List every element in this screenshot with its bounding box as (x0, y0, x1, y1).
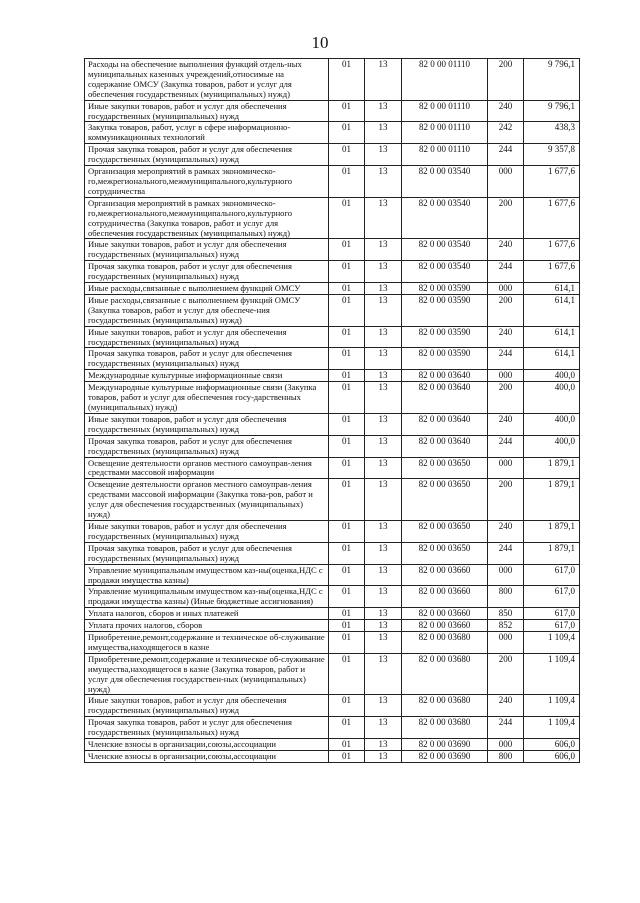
amount-cell: 1 879,1 (524, 479, 580, 521)
section-code-cell: 01 (329, 542, 365, 564)
expense-name-cell: Прочая закупка товаров, работ и услуг для обеспечения государственных (муниципальных) нужд (85, 717, 329, 739)
amount-cell: 1 677,6 (524, 166, 580, 198)
expense-name-cell: Уплата прочих налогов, сборов (85, 620, 329, 632)
section-code-cell: 01 (329, 370, 365, 382)
table-row (85, 620, 580, 632)
expense-name-cell: Международные культурные информационные связи (85, 370, 329, 382)
target-article-cell: 82 0 00 03660 (402, 586, 488, 608)
amount-cell: 614,1 (524, 294, 580, 326)
subsection-code-cell: 13 (365, 283, 402, 295)
amount-cell: 400,0 (524, 413, 580, 435)
expense-name-cell: Иные расходы,связанные с выполнением функций ОМСУ (85, 283, 329, 295)
amount-cell: 1 879,1 (524, 520, 580, 542)
expense-type-cell: 852 (488, 620, 524, 632)
table-row (85, 348, 580, 370)
amount-cell: 1 879,1 (524, 457, 580, 479)
target-article-cell: 82 0 00 03640 (402, 435, 488, 457)
subsection-code-cell: 13 (365, 144, 402, 166)
expense-name-cell: Закупка товаров, работ, услуг в сфере информационно-коммуникационных технологий (85, 122, 329, 144)
subsection-code-cell: 13 (365, 608, 402, 620)
amount-cell: 400,0 (524, 382, 580, 414)
expense-type-cell: 800 (488, 751, 524, 763)
expense-type-cell: 800 (488, 586, 524, 608)
target-article-cell: 82 0 00 03640 (402, 370, 488, 382)
table-row (85, 144, 580, 166)
table-row (85, 608, 580, 620)
expense-type-cell: 244 (488, 435, 524, 457)
table-row (85, 261, 580, 283)
amount-cell: 1 109,4 (524, 695, 580, 717)
amount-cell: 1 677,6 (524, 239, 580, 261)
expense-name-cell: Прочая закупка товаров, работ и услуг для обеспечения государственных (муниципальных) нужд (85, 261, 329, 283)
expense-type-cell: 200 (488, 479, 524, 521)
budget-table-body (85, 59, 580, 763)
section-code-cell: 01 (329, 751, 365, 763)
expense-name-cell: Иные закупки товаров, работ и услуг для обеспечения государственных (муниципальных) нужд (85, 326, 329, 348)
expense-type-cell: 240 (488, 100, 524, 122)
section-code-cell: 01 (329, 653, 365, 695)
section-code-cell: 01 (329, 479, 365, 521)
expense-type-cell: 240 (488, 413, 524, 435)
target-article-cell: 82 0 00 03640 (402, 413, 488, 435)
target-article-cell: 82 0 00 03650 (402, 520, 488, 542)
section-code-cell: 01 (329, 144, 365, 166)
subsection-code-cell: 13 (365, 122, 402, 144)
amount-cell: 9 796,1 (524, 59, 580, 101)
table-row (85, 294, 580, 326)
amount-cell: 606,0 (524, 751, 580, 763)
amount-cell: 438,3 (524, 122, 580, 144)
target-article-cell: 82 0 00 03650 (402, 542, 488, 564)
target-article-cell: 82 0 00 03540 (402, 197, 488, 239)
table-row (85, 370, 580, 382)
section-code-cell: 01 (329, 122, 365, 144)
subsection-code-cell: 13 (365, 294, 402, 326)
subsection-code-cell: 13 (365, 586, 402, 608)
subsection-code-cell: 13 (365, 59, 402, 101)
expense-name-cell: Приобретение,ремонт,содержание и техническое об-служивание имущества,находящегося в казне (85, 632, 329, 654)
expense-name-cell: Членские взносы в организации,союзы,ассоциации (85, 739, 329, 751)
section-code-cell: 01 (329, 564, 365, 586)
table-row (85, 435, 580, 457)
table-row (85, 564, 580, 586)
subsection-code-cell: 13 (365, 717, 402, 739)
expense-name-cell: Расходы на обеспечение выполнения функций отдель-ных муниципальных казенных учреждений,относимые на содержание ОМСУ (Закупка товаров, работ и услуг для обеспечения государственных (муниципальных) нужд) (85, 59, 329, 101)
target-article-cell: 82 0 00 01110 (402, 100, 488, 122)
table-row (85, 59, 580, 101)
table-row (85, 100, 580, 122)
subsection-code-cell: 13 (365, 542, 402, 564)
subsection-code-cell: 13 (365, 520, 402, 542)
table-row (85, 586, 580, 608)
table-row (85, 413, 580, 435)
budget-table (84, 58, 580, 763)
expense-type-cell: 240 (488, 520, 524, 542)
amount-cell: 9 357,8 (524, 144, 580, 166)
target-article-cell: 82 0 00 03540 (402, 239, 488, 261)
section-code-cell: 01 (329, 435, 365, 457)
section-code-cell: 01 (329, 326, 365, 348)
section-code-cell: 01 (329, 457, 365, 479)
expense-type-cell: 000 (488, 457, 524, 479)
amount-cell: 617,0 (524, 564, 580, 586)
subsection-code-cell: 13 (365, 100, 402, 122)
subsection-code-cell: 13 (365, 564, 402, 586)
subsection-code-cell: 13 (365, 653, 402, 695)
subsection-code-cell: 13 (365, 632, 402, 654)
expense-name-cell: Освещение деятельности органов местного самоуправ-ления средствами массовой информации (Закупка това-ров, работ и услуг для обеспечения государственных (муниципальных) нужд) (85, 479, 329, 521)
expense-name-cell: Иные закупки товаров, работ и услуг для обеспечения государственных (муниципальных) нужд (85, 520, 329, 542)
table-row (85, 166, 580, 198)
expense-type-cell: 244 (488, 348, 524, 370)
table-row (85, 751, 580, 763)
subsection-code-cell: 13 (365, 620, 402, 632)
expense-name-cell: Международные культурные информационные связи (Закупка товаров, работ и услуг для обеспечения госу-дарственных (муниципальных) нужд) (85, 382, 329, 414)
page-number: 10 (311, 33, 329, 52)
section-code-cell: 01 (329, 695, 365, 717)
table-row (85, 197, 580, 239)
expense-name-cell: Освещение деятельности органов местного самоуправ-ления средствами массовой информации (85, 457, 329, 479)
expense-name-cell: Членские взносы в организации,союзы,ассоциации (85, 751, 329, 763)
table-row (85, 479, 580, 521)
target-article-cell: 82 0 00 03540 (402, 166, 488, 198)
expense-name-cell: Иные закупки товаров, работ и услуг для обеспечения государственных (муниципальных) нужд (85, 239, 329, 261)
table-row (85, 326, 580, 348)
target-article-cell: 82 0 00 03660 (402, 564, 488, 586)
section-code-cell: 01 (329, 239, 365, 261)
expense-type-cell: 000 (488, 632, 524, 654)
expense-type-cell: 242 (488, 122, 524, 144)
amount-cell: 400,0 (524, 370, 580, 382)
table-row (85, 632, 580, 654)
amount-cell: 617,0 (524, 608, 580, 620)
section-code-cell: 01 (329, 620, 365, 632)
expense-type-cell: 000 (488, 564, 524, 586)
subsection-code-cell: 13 (365, 382, 402, 414)
expense-type-cell: 000 (488, 166, 524, 198)
expense-name-cell: Уплата налогов, сборов и иных платежей (85, 608, 329, 620)
section-code-cell: 01 (329, 100, 365, 122)
section-code-cell: 01 (329, 717, 365, 739)
table-row (85, 739, 580, 751)
expense-type-cell: 240 (488, 239, 524, 261)
table-row (85, 653, 580, 695)
expense-type-cell: 200 (488, 59, 524, 101)
target-article-cell: 82 0 00 03590 (402, 326, 488, 348)
section-code-cell: 01 (329, 348, 365, 370)
amount-cell: 617,0 (524, 620, 580, 632)
target-article-cell: 82 0 00 03680 (402, 717, 488, 739)
expense-type-cell: 240 (488, 695, 524, 717)
expense-name-cell: Организация мероприятий в рамках экономическо-го,межрегионального,межмуниципального,культурного сотрудничества (85, 166, 329, 198)
subsection-code-cell: 13 (365, 197, 402, 239)
expense-name-cell: Прочая закупка товаров, работ и услуг для обеспечения государственных (муниципальных) нужд (85, 144, 329, 166)
expense-name-cell: Управление муниципальным имуществом каз-ны(оценка,НДС с продажи имущества казны) (Иные бюджетные ассигнования) (85, 586, 329, 608)
section-code-cell: 01 (329, 294, 365, 326)
target-article-cell: 82 0 00 03690 (402, 751, 488, 763)
subsection-code-cell: 13 (365, 326, 402, 348)
section-code-cell: 01 (329, 197, 365, 239)
amount-cell: 9 796,1 (524, 100, 580, 122)
expense-type-cell: 200 (488, 294, 524, 326)
expense-type-cell: 244 (488, 717, 524, 739)
target-article-cell: 82 0 00 03680 (402, 632, 488, 654)
amount-cell: 1 677,6 (524, 261, 580, 283)
amount-cell: 606,0 (524, 739, 580, 751)
subsection-code-cell: 13 (365, 739, 402, 751)
amount-cell: 614,1 (524, 283, 580, 295)
table-row (85, 457, 580, 479)
section-code-cell: 01 (329, 413, 365, 435)
subsection-code-cell: 13 (365, 479, 402, 521)
subsection-code-cell: 13 (365, 348, 402, 370)
expense-name-cell: Прочая закупка товаров, работ и услуг для обеспечения государственных (муниципальных) нужд (85, 435, 329, 457)
target-article-cell: 82 0 00 03660 (402, 620, 488, 632)
expense-name-cell: Прочая закупка товаров, работ и услуг для обеспечения государственных (муниципальных) нужд (85, 348, 329, 370)
amount-cell: 1 109,4 (524, 717, 580, 739)
expense-type-cell: 200 (488, 197, 524, 239)
target-article-cell: 82 0 00 03590 (402, 283, 488, 295)
amount-cell: 1 109,4 (524, 653, 580, 695)
subsection-code-cell: 13 (365, 413, 402, 435)
section-code-cell: 01 (329, 261, 365, 283)
section-code-cell: 01 (329, 586, 365, 608)
expense-name-cell: Иные расходы,связанные с выполнением функций ОМСУ (Закупка товаров, работ и услуг для обеспече-ния государственных (муниципальных) нужд) (85, 294, 329, 326)
target-article-cell: 82 0 00 01110 (402, 59, 488, 101)
target-article-cell: 82 0 00 03680 (402, 653, 488, 695)
expense-name-cell: Иные закупки товаров, работ и услуг для обеспечения государственных (муниципальных) нужд (85, 100, 329, 122)
subsection-code-cell: 13 (365, 370, 402, 382)
expense-type-cell: 244 (488, 144, 524, 166)
section-code-cell: 01 (329, 632, 365, 654)
amount-cell: 1 109,4 (524, 632, 580, 654)
expense-name-cell: Приобретение,ремонт,содержание и техническое об-служивание имущества,находящегося в казне (Закупка товаров, работ и услуг для обеспечения государствен-ных (муниципальных) нужд) (85, 653, 329, 695)
table-row (85, 717, 580, 739)
expense-name-cell: Управление муниципальным имуществом каз-ны(оценка,НДС с продажи имущества казны) (85, 564, 329, 586)
section-code-cell: 01 (329, 283, 365, 295)
expense-type-cell: 244 (488, 261, 524, 283)
expense-type-cell: 200 (488, 653, 524, 695)
expense-type-cell: 000 (488, 283, 524, 295)
section-code-cell: 01 (329, 382, 365, 414)
target-article-cell: 82 0 00 03540 (402, 261, 488, 283)
subsection-code-cell: 13 (365, 695, 402, 717)
target-article-cell: 82 0 00 03680 (402, 695, 488, 717)
section-code-cell: 01 (329, 166, 365, 198)
section-code-cell: 01 (329, 59, 365, 101)
expense-name-cell: Организация мероприятий в рамках экономическо-го,межрегионального,межмуниципального,культурного сотрудничества (Закупка товаров, работ и услуг для обеспечения государственных (муниципальных) нужд) (85, 197, 329, 239)
table-row (85, 695, 580, 717)
amount-cell: 1 879,1 (524, 542, 580, 564)
target-article-cell: 82 0 00 03690 (402, 739, 488, 751)
subsection-code-cell: 13 (365, 239, 402, 261)
expense-type-cell: 200 (488, 382, 524, 414)
subsection-code-cell: 13 (365, 435, 402, 457)
expense-name-cell: Иные закупки товаров, работ и услуг для обеспечения государственных (муниципальных) нужд (85, 413, 329, 435)
table-row (85, 382, 580, 414)
subsection-code-cell: 13 (365, 457, 402, 479)
amount-cell: 614,1 (524, 326, 580, 348)
subsection-code-cell: 13 (365, 261, 402, 283)
expense-type-cell: 000 (488, 739, 524, 751)
table-row (85, 283, 580, 295)
target-article-cell: 82 0 00 01110 (402, 122, 488, 144)
table-row (85, 542, 580, 564)
table-row (85, 122, 580, 144)
amount-cell: 614,1 (524, 348, 580, 370)
target-article-cell: 82 0 00 03590 (402, 348, 488, 370)
table-row (85, 520, 580, 542)
expense-type-cell: 244 (488, 542, 524, 564)
expense-type-cell: 850 (488, 608, 524, 620)
target-article-cell: 82 0 00 03650 (402, 457, 488, 479)
target-article-cell: 82 0 00 01110 (402, 144, 488, 166)
section-code-cell: 01 (329, 608, 365, 620)
section-code-cell: 01 (329, 520, 365, 542)
target-article-cell: 82 0 00 03660 (402, 608, 488, 620)
amount-cell: 400,0 (524, 435, 580, 457)
target-article-cell: 82 0 00 03640 (402, 382, 488, 414)
target-article-cell: 82 0 00 03590 (402, 294, 488, 326)
subsection-code-cell: 13 (365, 751, 402, 763)
table-row (85, 239, 580, 261)
amount-cell: 617,0 (524, 586, 580, 608)
expense-type-cell: 240 (488, 326, 524, 348)
subsection-code-cell: 13 (365, 166, 402, 198)
target-article-cell: 82 0 00 03650 (402, 479, 488, 521)
expense-name-cell: Прочая закупка товаров, работ и услуг для обеспечения государственных (муниципальных) нужд (85, 542, 329, 564)
expense-name-cell: Иные закупки товаров, работ и услуг для обеспечения государственных (муниципальных) нужд (85, 695, 329, 717)
expense-type-cell: 000 (488, 370, 524, 382)
section-code-cell: 01 (329, 739, 365, 751)
amount-cell: 1 677,6 (524, 197, 580, 239)
